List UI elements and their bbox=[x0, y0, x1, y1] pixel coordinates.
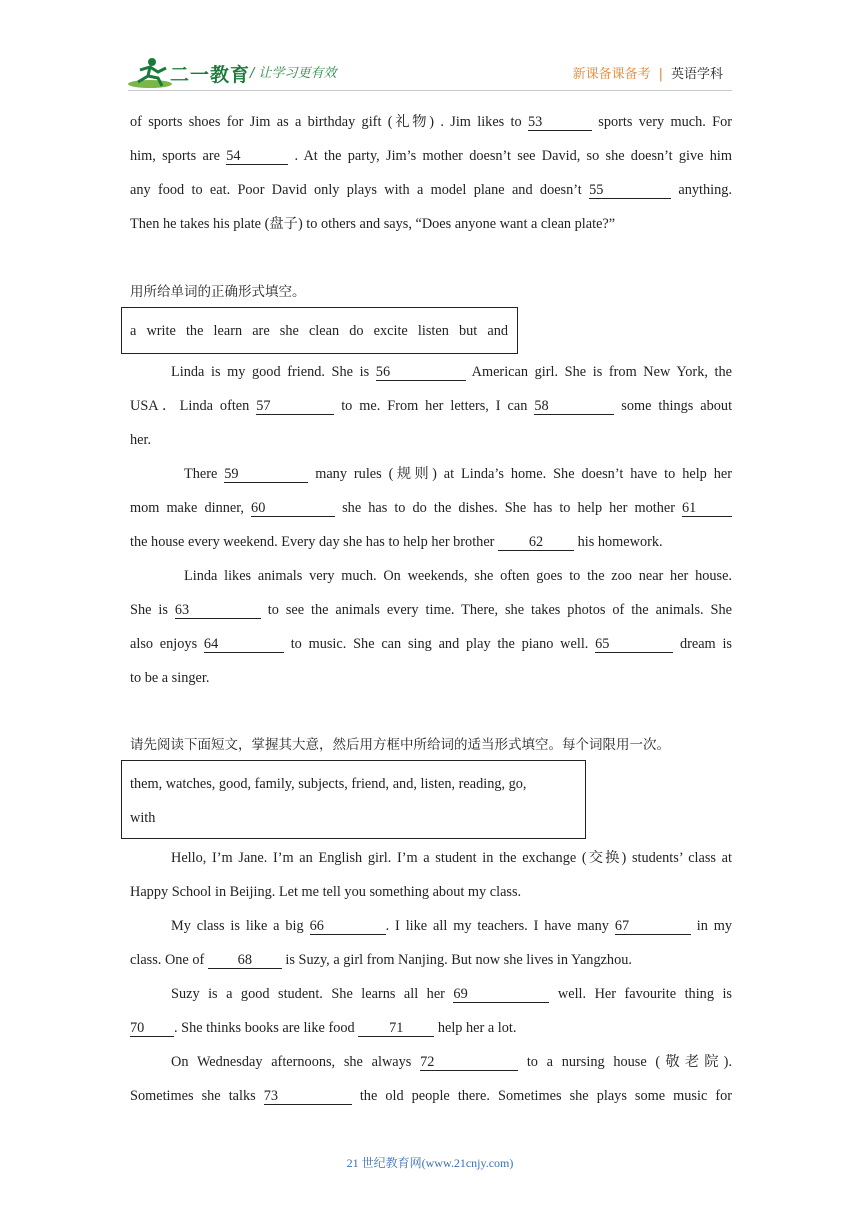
word-box-words: a write the learn are she clean do excite listen but and bbox=[130, 323, 508, 339]
text-line: also enjoys 64 to music. She can sing and play the piano well. 65 dream is bbox=[130, 636, 732, 652]
header-subject-label: 英语学科 bbox=[670, 67, 723, 82]
text-line: She is 63 to see the animals every time. There, she takes photos of the animals. She bbox=[130, 602, 733, 618]
blank-64: 64 bbox=[204, 637, 284, 653]
blank-69: 69 bbox=[453, 987, 549, 1003]
blank-72: 72 bbox=[420, 1055, 518, 1071]
text-line: USA．Linda often 57 to me. From her letters, I can 58 some things about bbox=[130, 398, 733, 414]
text-line: My class is like a big 66 . I like all my teachers. I have many 67 in my bbox=[171, 918, 732, 934]
text-line: 70 . She thinks books are like food 71 help her a lot. bbox=[130, 1020, 517, 1036]
page-footer: 21 世纪教育网(www.21cnjy.com) bbox=[346, 1156, 514, 1170]
text-line: class. One of 68 is Suzy, a girl from Nanjing. But now she lives in Yangzhou. bbox=[130, 952, 632, 968]
blank-63: 63 bbox=[175, 603, 261, 619]
header-subject bbox=[573, 63, 723, 82]
text-line: any food to eat. Poor David only plays with a model plane and doesn’t 55 anything. bbox=[130, 182, 733, 198]
text-line: Linda is my good friend. She is 56 American girl. She is from New York, the bbox=[171, 364, 733, 380]
text-line: Suzy is a good student. She learns all her 69 well. Her favourite thing is bbox=[171, 986, 732, 1002]
text-line: mom make dinner, 60 she has to do the dishes. She has to help her mother 61 bbox=[130, 498, 732, 518]
text-line: Happy School in Beijing. Let me tell you something about my class. bbox=[130, 884, 522, 900]
logo-text: 二一教育 bbox=[170, 64, 251, 86]
blank-62: 62 bbox=[498, 535, 574, 551]
header-divider bbox=[128, 90, 732, 91]
blank-67: 67 bbox=[615, 919, 691, 935]
text-line: to be a singer. bbox=[130, 670, 210, 686]
blank-57: 57 bbox=[256, 399, 334, 415]
header-tagline: 新课备课备考 bbox=[572, 67, 651, 82]
text-line: Hello, I’m Jane. I’m an English girl. I’m a student in the exchange (交换) students’ class at bbox=[171, 850, 732, 866]
blank-73: 73 bbox=[264, 1089, 352, 1105]
blank-70: 70 bbox=[130, 1021, 174, 1037]
blank-59: 59 bbox=[224, 467, 308, 483]
text-line: Linda likes animals very much. On weekends, she often goes to the zoo near her house. bbox=[184, 568, 732, 584]
text-line: the house every weekend. Every day she has to help her brother 62 his homework. bbox=[130, 534, 663, 550]
text-line: Then he takes his plate (盘子) to others and says, “Does anyone want a clean plate?” bbox=[130, 216, 616, 232]
slogan: / 让学习更有效 bbox=[250, 66, 337, 81]
blank-65: 65 bbox=[595, 637, 673, 653]
word-box-words: with bbox=[130, 810, 156, 826]
text-line: him, sports are 54 . At the party, Jim’s mother doesn’t see David, so she doesn’t give him bbox=[130, 148, 732, 164]
blank-71: 71 bbox=[358, 1021, 434, 1037]
header-separator: | bbox=[658, 67, 663, 82]
blank-55: 55 bbox=[589, 183, 671, 199]
blank-58: 58 bbox=[534, 399, 614, 415]
text-line: Sometimes she talks 73 the old people there. Sometimes she plays some music for bbox=[130, 1088, 733, 1104]
blank-68: 68 bbox=[208, 953, 282, 969]
word-box-words: them, watches, good, family, subjects, friend, and, listen, reading, go, bbox=[130, 776, 527, 792]
section-instruction: 用所给单词的正确形式填空。 bbox=[130, 284, 306, 300]
text-line: of sports shoes for Jim as a birthday gift (礼物) . Jim likes to 53 sports very much. For bbox=[130, 114, 732, 130]
page-header bbox=[0, 0, 860, 100]
text-line: There 59 many rules (规则) at Linda’s home. She doesn’t have to help her bbox=[184, 466, 733, 482]
blank-54: 54 bbox=[226, 149, 288, 165]
text-line: On Wednesday afternoons, she always 72 to a nursing house (敬老院). bbox=[171, 1054, 733, 1070]
blank-56: 56 bbox=[376, 365, 466, 381]
text-line: her. bbox=[130, 432, 152, 448]
section-instruction: 请先阅读下面短文，掌握其大意，然后用方框中所给词的适当形式填空。每个词限用一次。 bbox=[130, 737, 670, 753]
blank-53: 53 bbox=[528, 115, 592, 131]
blank-60: 60 bbox=[251, 501, 335, 517]
blank-66: 66 bbox=[310, 919, 386, 935]
blank-61: 61 bbox=[682, 501, 732, 517]
